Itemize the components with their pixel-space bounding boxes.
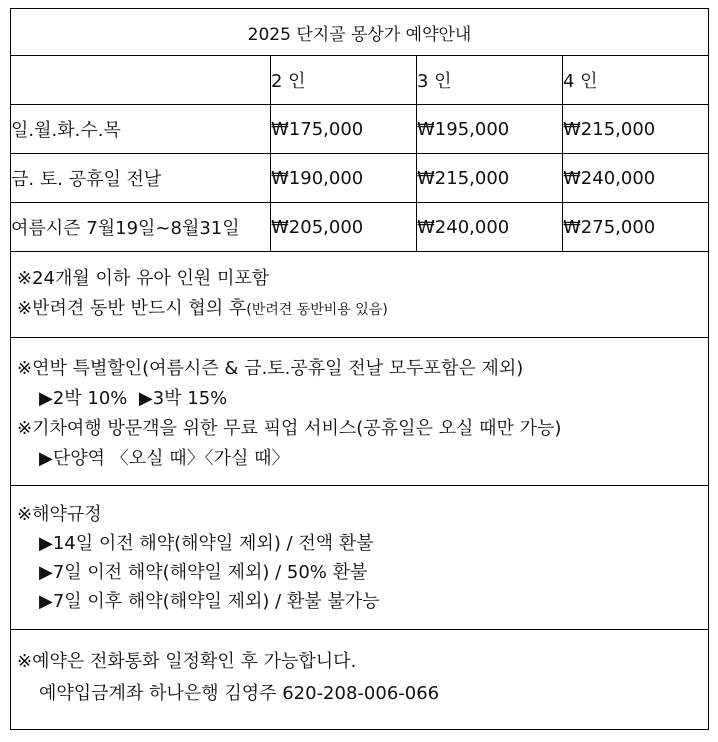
header-2-persons: 2 인 bbox=[271, 56, 417, 105]
price-cell: ₩240,000 bbox=[563, 154, 709, 203]
price-cell: ₩240,000 bbox=[417, 203, 563, 252]
pet-note-small: (반려견 동반비용 있음) bbox=[246, 302, 388, 318]
price-table bbox=[10, 8, 709, 252]
price-cell: ₩190,000 bbox=[271, 154, 417, 203]
row-label-summer: 여름시즌 7월19일~8월31일 bbox=[11, 203, 271, 252]
price-cell: ₩275,000 bbox=[563, 203, 709, 252]
price-cell: ₩205,000 bbox=[271, 203, 417, 252]
infant-note: ※24개월 이하 유아 인원 미포함 bbox=[17, 268, 270, 289]
header-4-persons: 4 인 bbox=[563, 56, 709, 105]
price-cell: ₩215,000 bbox=[417, 154, 563, 203]
table-row bbox=[11, 203, 709, 252]
cancellation-title: ※해약규정 bbox=[17, 504, 102, 525]
reservation-document bbox=[10, 8, 709, 730]
header-blank-cell bbox=[11, 56, 271, 105]
pet-note bbox=[17, 294, 708, 325]
pickup-detail: ▶단양역 〈오실 때〉〈가실 때〉 bbox=[39, 448, 290, 469]
discount-detail: ▶2박 10% ▶3박 15% bbox=[39, 388, 228, 409]
notes-cancellation bbox=[10, 486, 709, 630]
notes-reservation bbox=[10, 630, 709, 730]
pickup-title: ※기차여행 방문객을 위한 무료 픽업 서비스(공휴일은 오실 때만 가능) bbox=[17, 418, 562, 439]
table-row bbox=[11, 154, 709, 203]
price-cell: ₩215,000 bbox=[563, 105, 709, 154]
header-row bbox=[11, 56, 709, 105]
discount-title: ※연박 특별할인(여름시즌 & 금.토.공휴일 전날 모두포함은 제외) bbox=[17, 358, 524, 379]
notes-discount-pickup bbox=[10, 338, 709, 486]
title-row bbox=[11, 9, 709, 56]
table-row bbox=[11, 105, 709, 154]
notes-infant-pet bbox=[10, 252, 709, 338]
row-label-weekday: 일.월.화.수.목 bbox=[11, 105, 271, 154]
price-cell: ₩195,000 bbox=[417, 105, 563, 154]
header-3-persons: 3 인 bbox=[417, 56, 563, 105]
list-item: ▶7일 이전 해약(해약일 제외) / 50% 환불 bbox=[39, 562, 368, 583]
row-label-weekend: 금. 토. 공휴일 전날 bbox=[11, 154, 271, 203]
reservation-note: ※예약은 전화통화 일정확인 후 가능합니다. bbox=[17, 651, 357, 672]
pet-note-main: ※반려견 동반 반드시 협의 후 bbox=[17, 298, 247, 319]
list-item: ▶14일 이전 해약(해약일 제외) / 전액 환불 bbox=[39, 533, 374, 554]
list-item: ▶7일 이후 해약(해약일 제외) / 환불 불가능 bbox=[39, 591, 380, 612]
price-cell: ₩175,000 bbox=[271, 105, 417, 154]
bank-account: 예약입금계좌 하나은행 김영주 620-208-006-066 bbox=[39, 683, 440, 704]
document-title: 2025 단지골 몽상가 예약안내 bbox=[11, 9, 709, 56]
